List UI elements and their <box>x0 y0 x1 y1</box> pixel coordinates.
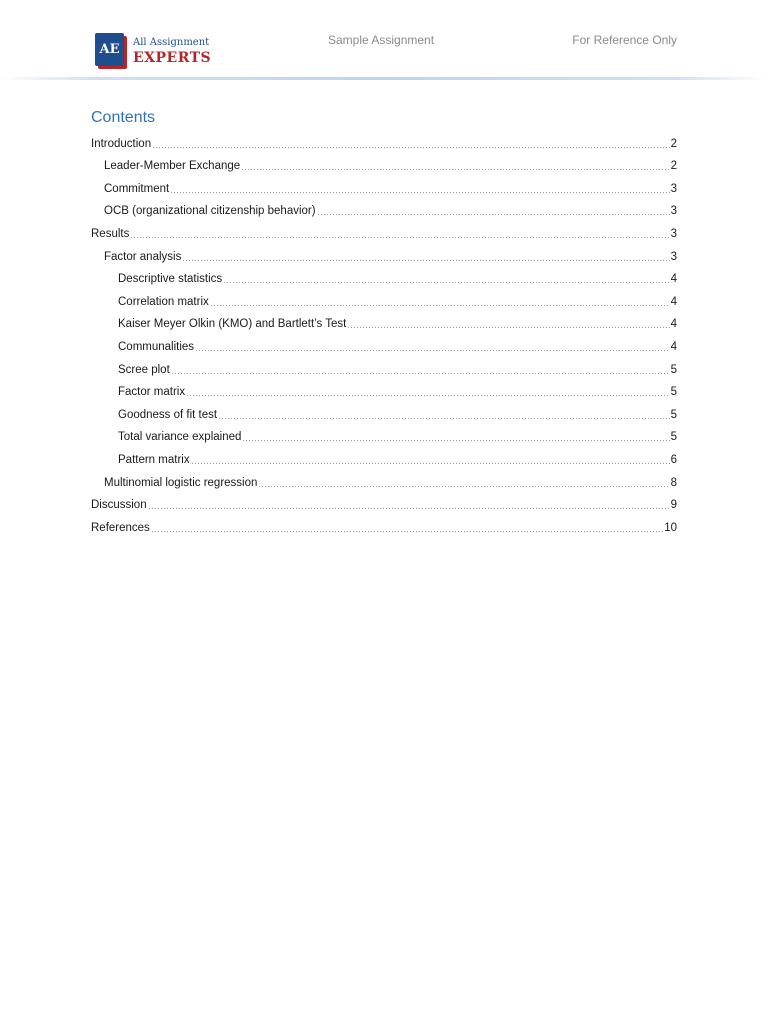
toc-entry[interactable] <box>91 128 677 151</box>
toc-dot-leader <box>223 282 669 283</box>
toc-entry[interactable] <box>91 331 677 354</box>
toc-entry-label: Factor analysis <box>104 250 182 263</box>
toc-entry-page-number: 4 <box>670 340 677 353</box>
toc-entry[interactable] <box>91 309 677 332</box>
toc-dot-leader <box>182 260 669 261</box>
toc-entry[interactable] <box>91 377 677 400</box>
logo-line-1: All Assignment <box>133 36 210 48</box>
toc-entry-page-number: 3 <box>670 205 677 218</box>
toc-entry[interactable] <box>91 467 677 490</box>
toc-entry-label: OCB (organizational citizenship behavior) <box>104 205 316 218</box>
toc-entry-label: Scree plot <box>118 363 170 376</box>
toc-entry-label: Total variance explained <box>118 431 242 444</box>
logo-badge-text: AE <box>99 42 120 57</box>
toc-entry-page-number: 5 <box>670 386 677 399</box>
toc-entry-page-number: 5 <box>670 408 677 421</box>
toc-entry-page-number: 5 <box>670 431 677 444</box>
toc-entry-page-number: 6 <box>670 453 677 466</box>
toc-entry[interactable] <box>91 490 677 513</box>
toc-entry-label: Results <box>91 227 130 240</box>
toc-entry-label: Multinomial logistic regression <box>104 476 258 489</box>
toc-entry[interactable] <box>91 512 677 535</box>
table-of-contents <box>91 128 677 535</box>
toc-entry-page-number: 4 <box>670 295 677 308</box>
toc-entry-label: Communalities <box>118 340 195 353</box>
toc-dot-leader <box>258 486 669 487</box>
header-center-text: Sample Assignment <box>328 33 435 47</box>
logo-badge <box>95 33 127 69</box>
toc-dot-leader <box>171 373 670 374</box>
toc-dot-leader <box>130 237 669 238</box>
toc-dot-leader <box>317 214 670 215</box>
toc-entry-page-number: 3 <box>670 250 677 263</box>
toc-entry[interactable] <box>91 399 677 422</box>
logo-line-2: EXPERTS <box>133 49 212 66</box>
toc-entry[interactable] <box>91 218 677 241</box>
toc-entry-page-number: 4 <box>670 273 677 286</box>
toc-entry-label: Discussion <box>91 499 147 512</box>
toc-dot-leader <box>191 463 670 464</box>
toc-entry-label: Introduction <box>91 137 152 150</box>
header-right-text: For Reference Only <box>572 33 677 47</box>
toc-dot-leader <box>186 395 670 396</box>
toc-dot-leader <box>347 327 669 328</box>
toc-entry[interactable] <box>91 173 677 196</box>
logo-badge-box <box>95 33 124 66</box>
toc-entry[interactable] <box>91 151 677 174</box>
toc-dot-leader <box>195 350 670 351</box>
toc-entry-page-number: 4 <box>670 318 677 331</box>
toc-dot-leader <box>242 440 669 441</box>
toc-entry-label: Pattern matrix <box>118 453 190 466</box>
toc-entry[interactable] <box>91 286 677 309</box>
toc-entry-label: Correlation matrix <box>118 295 209 308</box>
toc-entry[interactable] <box>91 422 677 445</box>
toc-entry-label: Goodness of fit test <box>118 408 218 421</box>
toc-entry-page-number: 2 <box>670 137 677 150</box>
toc-entry[interactable] <box>91 354 677 377</box>
toc-entry-label: Kaiser Meyer Olkin (KMO) and Bartlett’s Test <box>118 318 347 331</box>
toc-entry[interactable] <box>91 264 677 287</box>
toc-entry-label: Factor matrix <box>118 386 186 399</box>
toc-entry[interactable] <box>91 444 677 467</box>
toc-dot-leader <box>210 305 670 306</box>
toc-entry-page-number: 2 <box>670 160 677 173</box>
header-divider <box>0 77 768 80</box>
toc-entry-page-number: 8 <box>670 476 677 489</box>
toc-entry-page-number: 10 <box>664 521 677 534</box>
toc-entry-label: References <box>91 521 150 534</box>
toc-entry[interactable] <box>91 196 677 219</box>
page-header <box>0 0 768 80</box>
toc-dot-leader <box>170 192 669 193</box>
toc-entry-label: Commitment <box>104 182 170 195</box>
company-logo <box>95 32 211 70</box>
toc-entry-label: Descriptive statistics <box>118 273 223 286</box>
contents-heading: Contents <box>91 109 156 126</box>
toc-entry[interactable] <box>91 241 677 264</box>
toc-entry-label: Leader-Member Exchange <box>104 160 241 173</box>
toc-entry-page-number: 3 <box>670 227 677 240</box>
toc-dot-leader <box>218 418 670 419</box>
toc-entry-page-number: 3 <box>670 182 677 195</box>
toc-dot-leader <box>152 147 669 148</box>
toc-dot-leader <box>241 169 669 170</box>
toc-entry-page-number: 9 <box>670 499 677 512</box>
toc-entry-page-number: 5 <box>670 363 677 376</box>
logo-wordmark <box>133 38 211 65</box>
toc-dot-leader <box>148 508 670 509</box>
toc-dot-leader <box>151 531 663 532</box>
